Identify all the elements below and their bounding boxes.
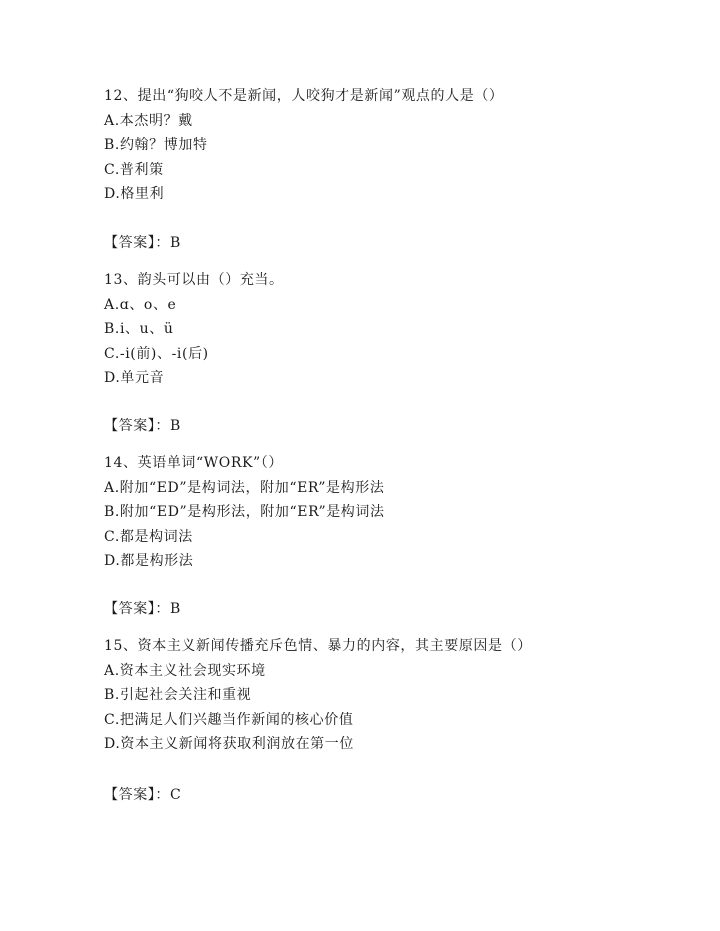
option-a: A.本杰明？戴 xyxy=(104,112,193,129)
option-d: D.资本主义新闻将获取利润放在第一位 xyxy=(104,736,354,752)
option-d: D.单元音 xyxy=(104,370,165,386)
option-b: B.附加“ED”是构形法，附加“ER”是构词法 xyxy=(104,504,385,520)
question-stem: 13、韵头可以由（）充当。 xyxy=(104,272,284,288)
option-a: A.ɑ、o、e xyxy=(104,296,177,313)
option-b: B.约翰？博加特 xyxy=(104,137,208,153)
question-12 xyxy=(104,84,704,207)
answer-12: 【答案】：B xyxy=(104,235,181,251)
option-d: D.都是构形法 xyxy=(104,553,194,569)
question-stem: 14、英语单词“WORK”（） xyxy=(104,455,283,471)
question-stem: 15、资本主义新闻传播充斥色情、暴力的内容，其主要原因是（） xyxy=(104,638,532,654)
option-b: B.i、u、ü xyxy=(104,321,174,337)
option-c: C.都是构词法 xyxy=(104,528,193,545)
answer-14: 【答案】：B xyxy=(104,601,181,617)
answer-15: 【答案】：C xyxy=(104,787,182,803)
option-a: A.附加“ED”是构词法，附加“ER”是构形法 xyxy=(104,479,385,496)
question-14 xyxy=(104,451,704,574)
option-c: C.把满足人们兴趣当作新闻的核心价值 xyxy=(104,711,354,728)
option-a: A.资本主义社会现实环境 xyxy=(104,662,266,679)
option-b: B.引起社会关注和重视 xyxy=(104,687,252,703)
question-13 xyxy=(104,268,704,391)
option-c: C.-i(前)、-i(后) xyxy=(104,345,209,362)
option-d: D.格里利 xyxy=(104,186,165,202)
question-15 xyxy=(104,634,704,757)
answer-13: 【答案】：B xyxy=(104,418,181,434)
option-c: C.普利策 xyxy=(104,161,164,178)
question-stem: 12、提出“狗咬人不是新闻，人咬狗才是新闻”观点的人是（） xyxy=(104,88,504,104)
